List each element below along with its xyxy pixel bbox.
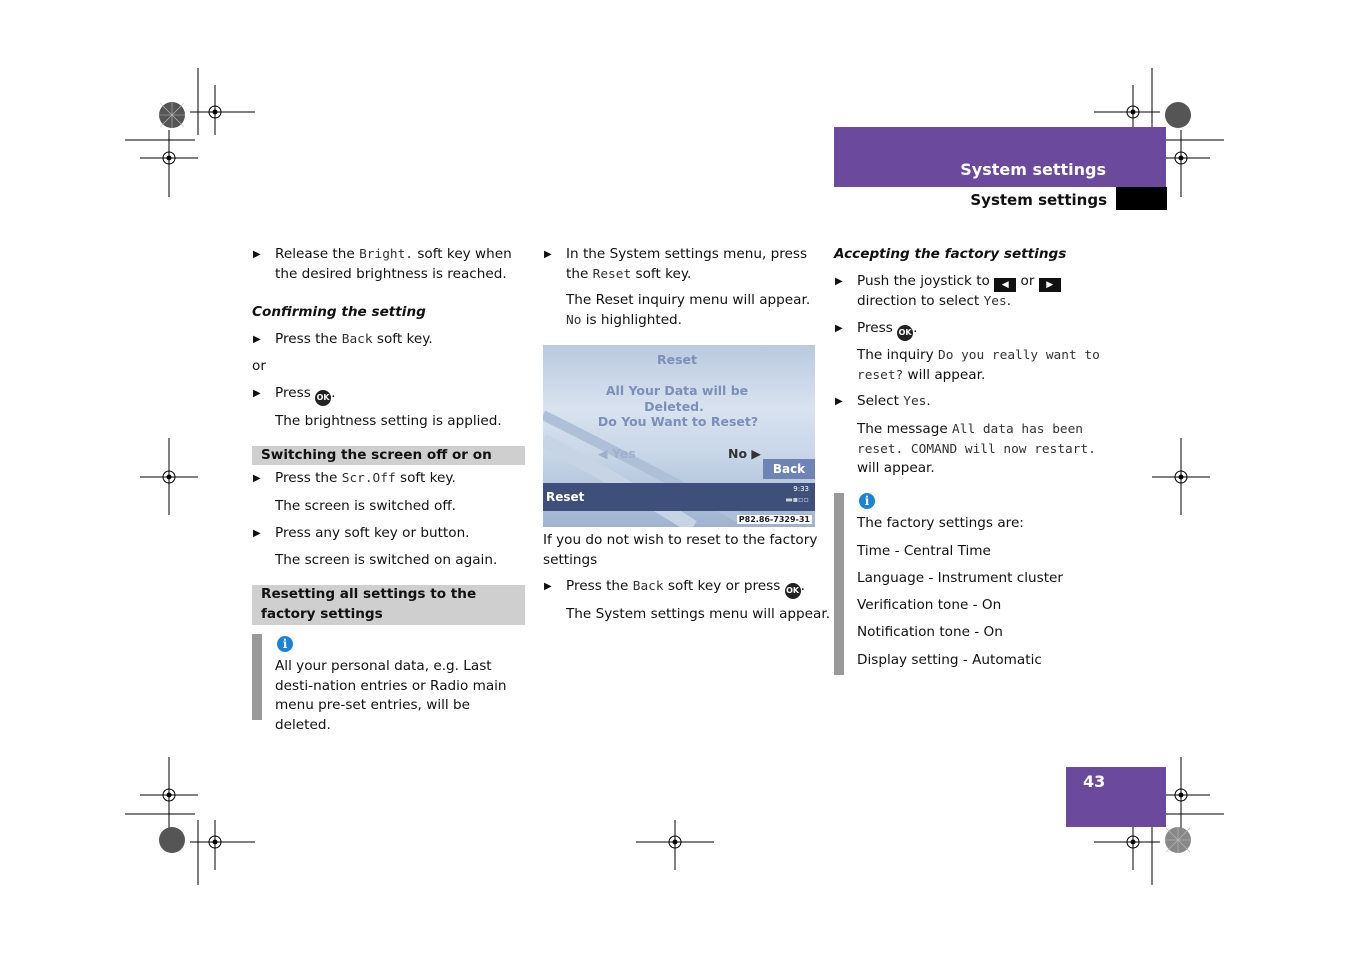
result-inquiry-menu: The Reset inquiry menu will appear. No is highlighted. bbox=[566, 292, 811, 328]
step-back-or-ok: Press the Back soft key or press OK . bbox=[566, 577, 826, 599]
subsection-title: System settings bbox=[970, 191, 1107, 209]
step-release-brightness: Release the Bright. soft key when the desired brightness is reached. bbox=[275, 246, 512, 282]
screen-time: 9:33 bbox=[793, 485, 809, 493]
info-icon: i bbox=[859, 493, 875, 509]
page-number: 43 bbox=[1083, 772, 1106, 791]
bullet-icon: ▶ bbox=[835, 396, 843, 407]
info-bar bbox=[834, 493, 844, 675]
factory-setting-item: Verification tone - On bbox=[857, 597, 1002, 613]
result-system-menu: The System settings menu will appear. bbox=[566, 606, 831, 622]
screen-back-softkey: Back bbox=[763, 459, 815, 479]
reset-heading: Resetting all settings to the factory settings bbox=[252, 585, 525, 625]
screen-no-option: No ▶ bbox=[728, 446, 762, 461]
step-press-ok: Press OK . bbox=[857, 319, 917, 341]
result-screen-on: The screen is switched on again. bbox=[275, 552, 498, 568]
step-any-key: Press any soft key or button. bbox=[275, 525, 470, 541]
right-key-icon: ▶ bbox=[1039, 278, 1061, 292]
figure-code: P82.86-7329-31 bbox=[738, 515, 810, 524]
bullet-icon: ▶ bbox=[835, 323, 843, 334]
switch-screen-heading: Switching the screen off or on bbox=[252, 446, 525, 465]
result-inquiry: The inquiry Do you really want to reset? will appear. bbox=[857, 347, 1100, 383]
factory-setting-item: Notification tone - On bbox=[857, 624, 1003, 640]
factory-setting-item: Display setting - Automatic bbox=[857, 652, 1042, 668]
confirming-heading: Confirming the setting bbox=[252, 304, 426, 320]
step-press-back: Press the Back soft key. bbox=[275, 331, 433, 347]
subsection-marker bbox=[1116, 187, 1167, 210]
screen-status-bar bbox=[543, 483, 815, 511]
info-intro: The factory settings are: bbox=[857, 515, 1024, 531]
info-icon: i bbox=[277, 636, 293, 652]
bullet-icon: ▶ bbox=[253, 249, 261, 260]
screen-message-3: Do You Want to Reset? bbox=[597, 414, 759, 429]
screen-yes-option: ◀ Yes bbox=[598, 446, 636, 461]
page-number-box bbox=[1066, 767, 1166, 827]
result-reset-message: The message All data has been reset. COMAND will now restart. will appear. bbox=[857, 421, 1096, 476]
bullet-icon: ▶ bbox=[253, 334, 261, 345]
step-scr-off: Press the Scr.Off soft key. bbox=[275, 470, 456, 486]
screen-status-label: Reset bbox=[546, 490, 585, 504]
left-key-icon: ◀ bbox=[994, 278, 1016, 292]
factory-setting-item: Time - Central Time bbox=[857, 543, 991, 559]
step-push-joystick: Push the joystick to ◀ or ▶ direction to select Yes. bbox=[857, 272, 1107, 312]
bullet-icon: ▶ bbox=[253, 473, 261, 484]
bullet-icon: ▶ bbox=[835, 276, 843, 287]
screen-title: Reset bbox=[657, 352, 697, 367]
no-reset-text: If you do not wish to reset to the factory settings bbox=[543, 532, 818, 568]
bullet-icon: ▶ bbox=[544, 581, 552, 592]
screen-message-1: All Your Data will be bbox=[605, 383, 749, 398]
reset-screen-image bbox=[543, 345, 815, 527]
ok-button-icon: OK bbox=[315, 390, 331, 406]
signal-icon: ▬▪▫▫ bbox=[785, 495, 809, 504]
result-brightness: The brightness setting is applied. bbox=[275, 413, 502, 429]
ok-button-icon: OK bbox=[897, 325, 913, 341]
bullet-icon: ▶ bbox=[544, 249, 552, 260]
or-text: or bbox=[252, 358, 266, 374]
accepting-heading: Accepting the factory settings bbox=[834, 246, 1067, 262]
step-press-reset: In the System settings menu, press the Reset soft key. bbox=[566, 246, 808, 282]
ok-button-icon: OK bbox=[785, 583, 801, 599]
section-header-bar bbox=[834, 127, 1166, 187]
section-title: System settings bbox=[960, 160, 1106, 179]
bullet-icon: ▶ bbox=[253, 388, 261, 399]
bullet-icon: ▶ bbox=[253, 528, 261, 539]
info-bar bbox=[252, 634, 262, 720]
result-screen-off: The screen is switched off. bbox=[275, 498, 457, 514]
factory-setting-item: Language - Instrument cluster bbox=[857, 570, 1063, 586]
screen-message-2: Deleted. bbox=[644, 399, 704, 414]
step-select-yes: Select Yes. bbox=[857, 393, 931, 409]
info-text-deleted: All your personal data, e.g. Last desti-nation entries or Radio main menu pre-set entries, will be deleted. bbox=[275, 658, 507, 733]
step-press-ok: Press OK . bbox=[275, 384, 335, 406]
